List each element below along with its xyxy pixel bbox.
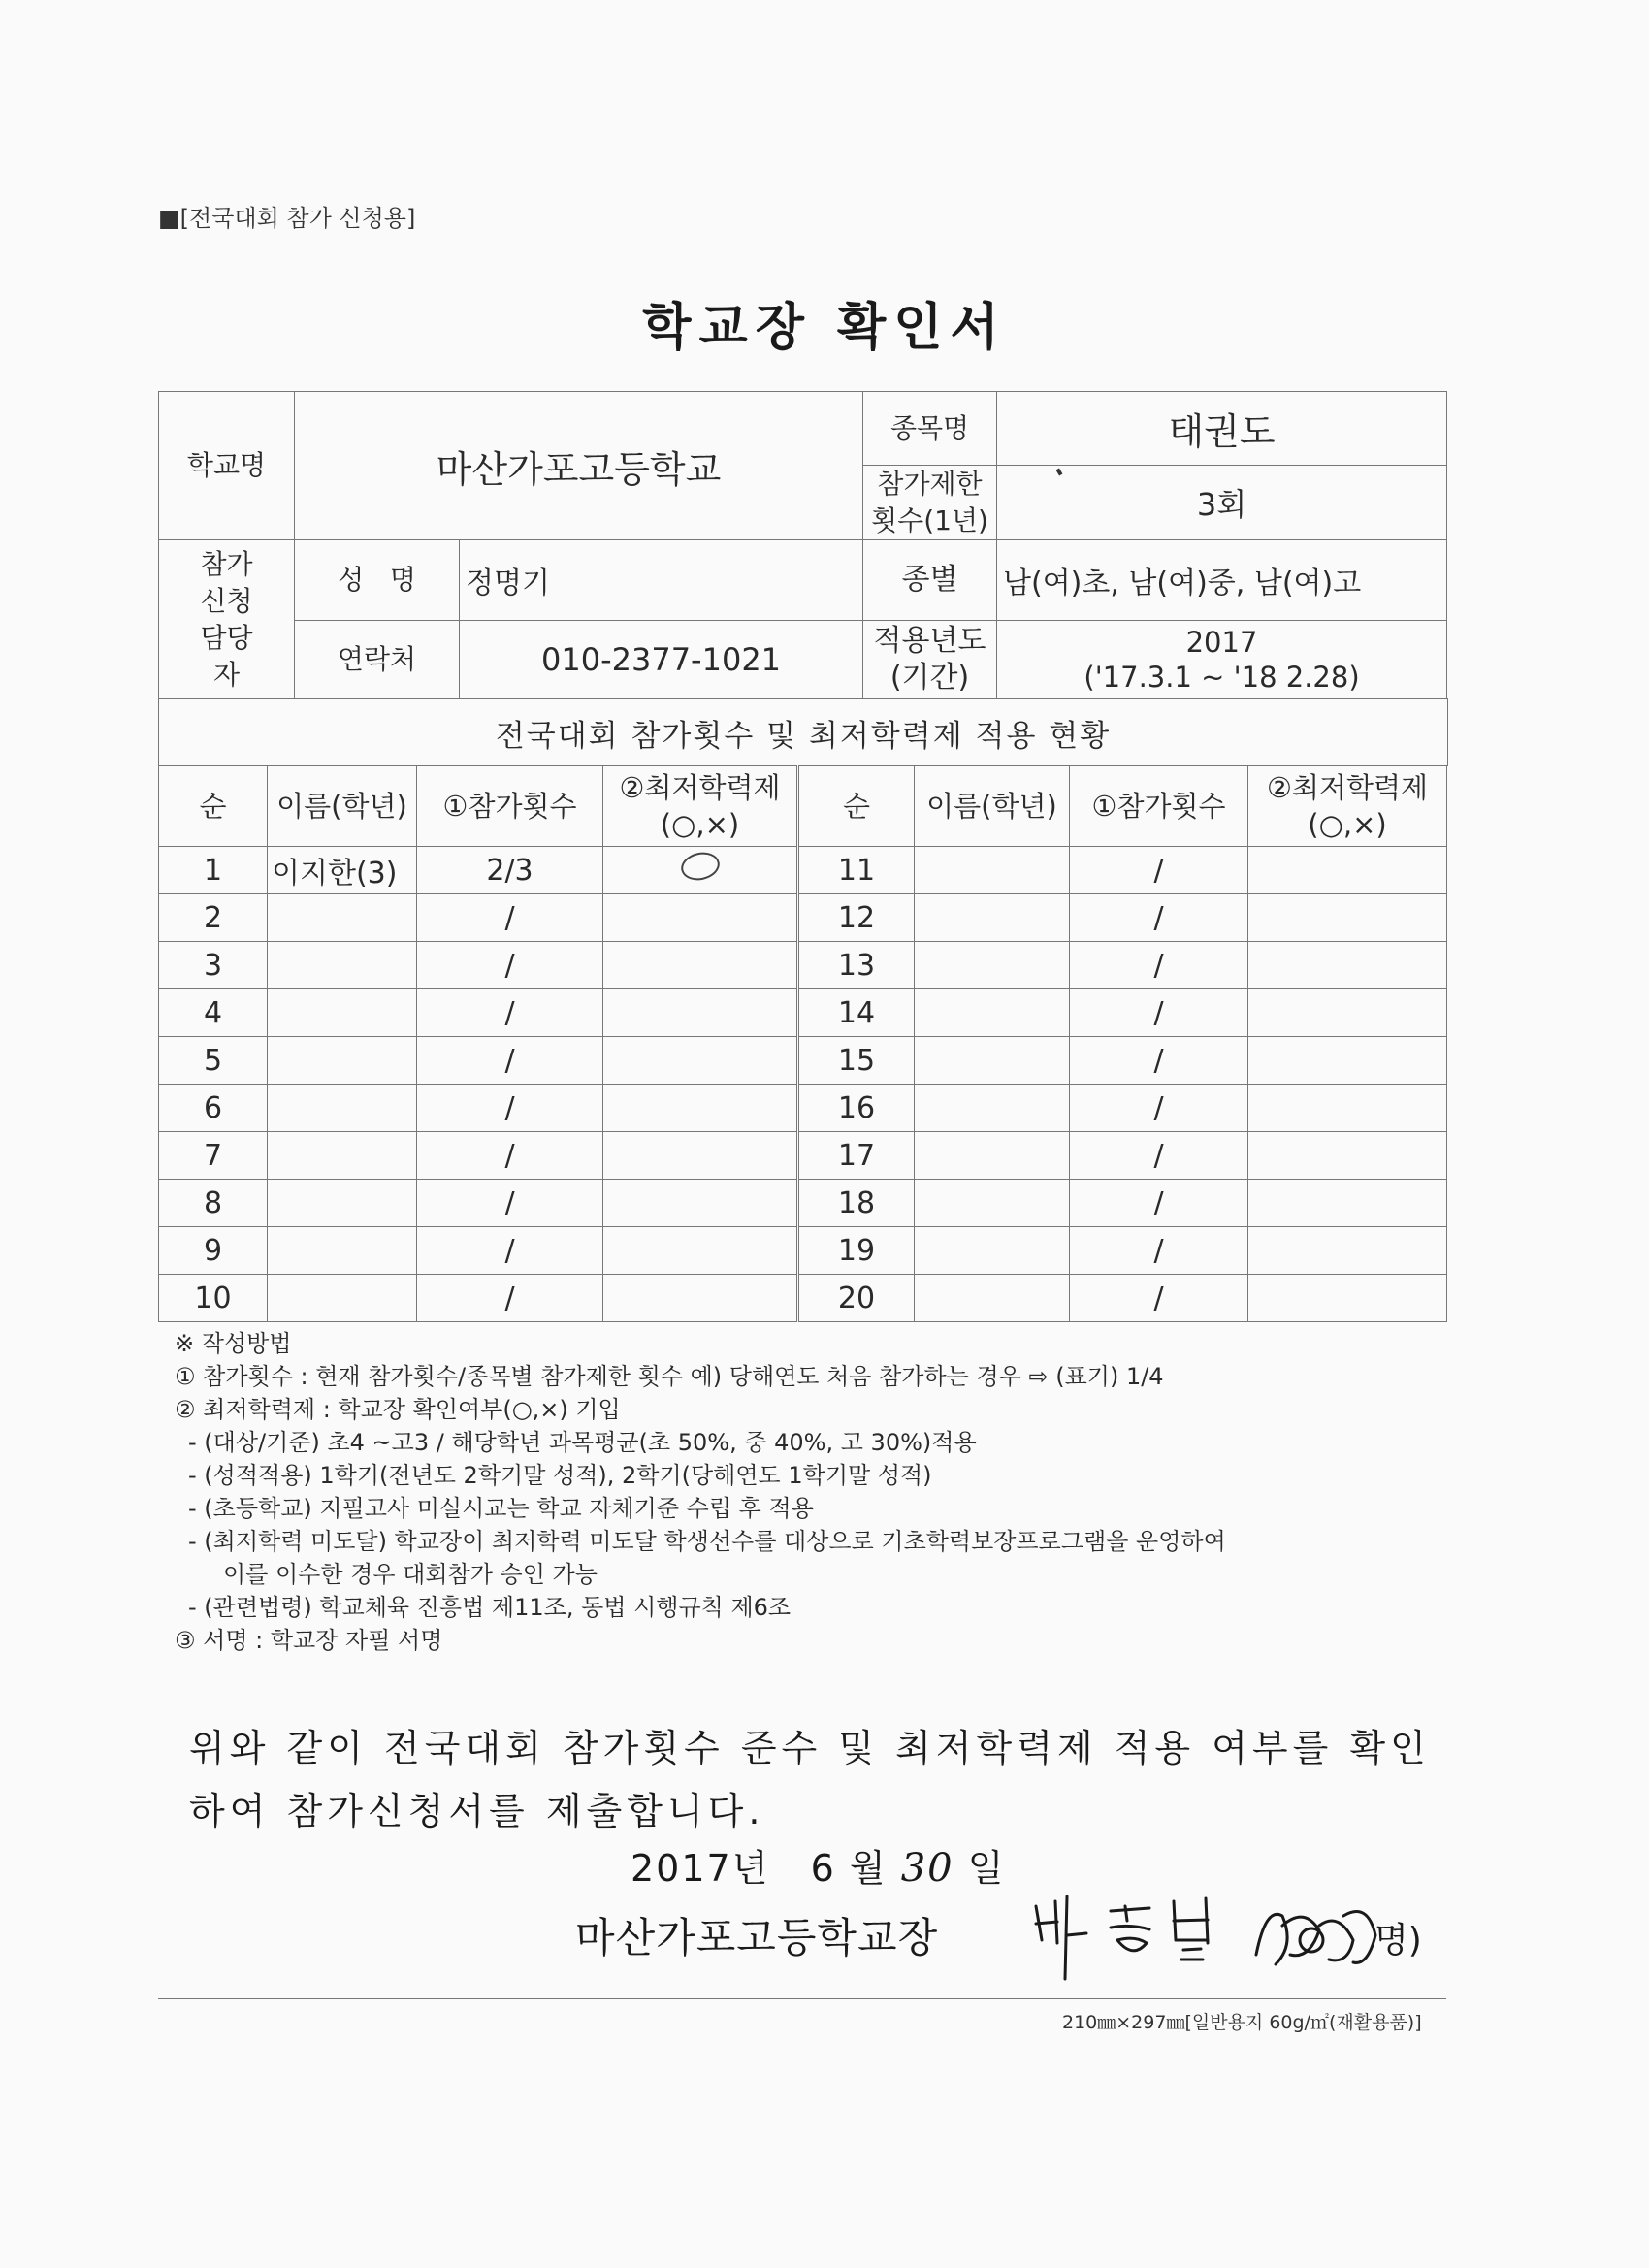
school-info-table (158, 391, 1447, 699)
name-label: 성 명 (295, 540, 460, 621)
table-row (159, 1037, 1447, 1085)
sign-suffix: 명) (1374, 1921, 1422, 1960)
col-name: 이름(학년) (915, 766, 1070, 847)
cell-count: / (417, 1180, 603, 1227)
cell-name (268, 989, 417, 1037)
cell-name (268, 1227, 417, 1275)
cell-no: 6 (159, 1085, 268, 1132)
note-line: - (대상/기준) 초4 ~고3 / 해당학년 과목평균(초 50%, 중 40%, 고 30%)적용 (188, 1429, 977, 1456)
table-row (159, 847, 1447, 894)
cell-count: / (417, 894, 603, 942)
cell-count: / (417, 942, 603, 989)
cell-no: 4 (159, 989, 268, 1037)
col-count: ①참가횟수 (417, 766, 603, 847)
cell-name (268, 1275, 417, 1322)
cell-name (268, 894, 417, 942)
cell-name (915, 942, 1070, 989)
date-day: 30 (900, 1846, 954, 1891)
note-line: - (성적적용) 1학기(전년도 2학기말 성적), 2학기(당해연도 1학기말 성적) (188, 1462, 932, 1489)
col-name: 이름(학년) (268, 766, 417, 847)
cell-academic (1248, 1132, 1447, 1180)
page-title: 학교장 확인서 (642, 299, 1007, 357)
table-row (159, 1132, 1447, 1180)
cell-academic (603, 1132, 798, 1180)
cell-no: 5 (159, 1037, 268, 1085)
declaration (189, 1717, 1450, 1843)
year-cell (997, 621, 1447, 699)
cell-name (268, 1132, 417, 1180)
cell-name (268, 942, 417, 989)
note-line: - (초등학교) 지필고사 미실시교는 학교 자체기준 수립 후 적용 (188, 1495, 814, 1522)
table-row (159, 1085, 1447, 1132)
period-value: ('17.3.1 ~ '18 2.28) (1083, 661, 1360, 694)
cell-count: / (1070, 894, 1248, 942)
table-row (159, 1275, 1447, 1322)
category-value: 남(여)초, 남(여)중, 남(여)고 (997, 540, 1447, 621)
cell-name (915, 1180, 1070, 1227)
cell-no: 11 (798, 847, 915, 894)
name-value: 정명기 (460, 540, 863, 621)
note-line: ① 참가횟수 : 현재 참가횟수/종목별 참가제한 횟수 예) 당해연도 처음 참가하는 경우 ⇨ (표기) 1/4 (175, 1363, 1164, 1390)
cell-academic (1248, 894, 1447, 942)
category-label: 종별 (863, 540, 997, 621)
cell-name: 이지한(3) (268, 847, 417, 894)
cell-count: / (1070, 1180, 1248, 1227)
cell-no: 19 (798, 1227, 915, 1275)
cell-name (915, 1275, 1070, 1322)
cell-academic (1248, 1085, 1447, 1132)
cell-name (915, 847, 1070, 894)
table-row (159, 942, 1447, 989)
cell-count: / (417, 1132, 603, 1180)
cell-no: 2 (159, 894, 268, 942)
instructions (175, 1327, 1455, 1657)
cell-academic (603, 1227, 798, 1275)
notes-heading: ※ 작성방법 (175, 1330, 292, 1357)
table-row (159, 1180, 1447, 1227)
cell-academic (1248, 989, 1447, 1037)
note-line: - (최저학력 미도달) 학교장이 최저학력 미도달 학생선수를 대상으로 기초학력보장프로그램을 운영하여 (188, 1528, 1226, 1555)
cell-academic (1248, 847, 1447, 894)
cell-no: 20 (798, 1275, 915, 1322)
roster-section-title: 전국대회 참가횟수 및 최저학력제 적용 현황 (158, 698, 1448, 766)
col-no: 순 (798, 766, 915, 847)
footer-divider (158, 1998, 1446, 1999)
col-academic: ②최저학력제 (○,×) (603, 766, 798, 847)
circle-mark (678, 849, 722, 884)
sport-name: 태권도 (997, 392, 1447, 466)
cell-count: / (1070, 942, 1248, 989)
cell-no: 12 (798, 894, 915, 942)
table-row (159, 894, 1447, 942)
cell-no: 16 (798, 1085, 915, 1132)
note-line: - (관련법령) 학교체육 진흥법 제11조, 동법 시행규칙 제6조 (188, 1594, 792, 1621)
cell-count: / (1070, 1227, 1248, 1275)
note-line: ③ 서명 : 학교장 자필 서명 (175, 1627, 443, 1654)
contact-value: 010-2377-1021 (460, 621, 863, 699)
cell-academic (603, 847, 798, 894)
sport-label: 종목명 (863, 392, 997, 466)
declaration-line: 하여 참가신청서를 제출합니다. (189, 1790, 765, 1832)
date-day-suffix: 일 (967, 1847, 1006, 1890)
limit-label: 참가제한 횟수(1년) (863, 466, 997, 540)
cell-count: / (1070, 847, 1248, 894)
note-line: ② 최저학력제 : 학교장 확인여부(○,×) 기입 (175, 1396, 621, 1423)
cell-academic (603, 894, 798, 942)
cell-count: / (1070, 1037, 1248, 1085)
cell-count: / (1070, 1275, 1248, 1322)
cell-no: 1 (159, 847, 268, 894)
cell-academic (603, 1085, 798, 1132)
year-label: 적용년도 (기간) (863, 621, 997, 699)
principal-title: 마산가포고등학교장 (575, 1914, 939, 1961)
cell-no: 3 (159, 942, 268, 989)
cell-no: 13 (798, 942, 915, 989)
form-tag: ■[전국대회 참가 신청용] (158, 205, 416, 232)
contact-label: 연락처 (295, 621, 460, 699)
table-row (159, 989, 1447, 1037)
cell-academic (603, 1275, 798, 1322)
cell-name (268, 1037, 417, 1085)
cell-academic (603, 989, 798, 1037)
col-count: ①참가횟수 (1070, 766, 1248, 847)
cell-name (915, 894, 1070, 942)
cell-name (915, 1085, 1070, 1132)
cell-no: 17 (798, 1132, 915, 1180)
col-no: 순 (159, 766, 268, 847)
cell-name (915, 1227, 1070, 1275)
cell-academic (1248, 1275, 1447, 1322)
school-label: 학교명 (159, 392, 295, 540)
roster-body (159, 847, 1447, 1322)
col-academic: ②최저학력제 (○,×) (1248, 766, 1447, 847)
cell-no: 15 (798, 1037, 915, 1085)
cell-count: / (1070, 1132, 1248, 1180)
cell-name (268, 1085, 417, 1132)
date-year: 2017년 (630, 1847, 770, 1890)
limit-value: 3회 (997, 466, 1447, 540)
cell-name (915, 989, 1070, 1037)
cell-count: / (417, 989, 603, 1037)
cell-count: / (417, 1275, 603, 1322)
cell-name (915, 1037, 1070, 1085)
cell-count: / (417, 1037, 603, 1085)
cell-no: 7 (159, 1132, 268, 1180)
date-month: 6 월 (810, 1847, 888, 1890)
school-name: 마산가포고등학교 (295, 392, 863, 540)
cell-academic (1248, 1180, 1447, 1227)
roster-table (158, 765, 1447, 1322)
cell-no: 9 (159, 1227, 268, 1275)
cell-no: 10 (159, 1275, 268, 1322)
paper-spec: 210㎜×297㎜[일반용지 60g/㎡(재활용품)] (1062, 2012, 1422, 2033)
cell-academic (603, 942, 798, 989)
table-row (159, 1227, 1447, 1275)
applicant-label: 참가 신청 담당자 (159, 540, 295, 699)
note-line: 이를 이수한 경우 대회참가 승인 가능 (223, 1561, 598, 1588)
cell-count: / (417, 1227, 603, 1275)
cell-name (268, 1180, 417, 1227)
cell-no: 14 (798, 989, 915, 1037)
cell-count: / (417, 1085, 603, 1132)
cell-academic (1248, 942, 1447, 989)
year-value: 2017 (1185, 626, 1258, 659)
cell-academic (603, 1180, 798, 1227)
cell-no: 18 (798, 1180, 915, 1227)
declaration-line: 위와 같이 전국대회 참가횟수 준수 및 최저학력제 적용 여부를 확인 (189, 1727, 1431, 1769)
cell-count: 2/3 (417, 847, 603, 894)
cell-count: / (1070, 989, 1248, 1037)
cell-academic (1248, 1227, 1447, 1275)
cell-name (915, 1132, 1070, 1180)
cell-no: 8 (159, 1180, 268, 1227)
cell-academic (1248, 1037, 1447, 1085)
cell-count: / (1070, 1085, 1248, 1132)
cell-academic (603, 1037, 798, 1085)
submission-date (630, 1838, 1005, 1892)
